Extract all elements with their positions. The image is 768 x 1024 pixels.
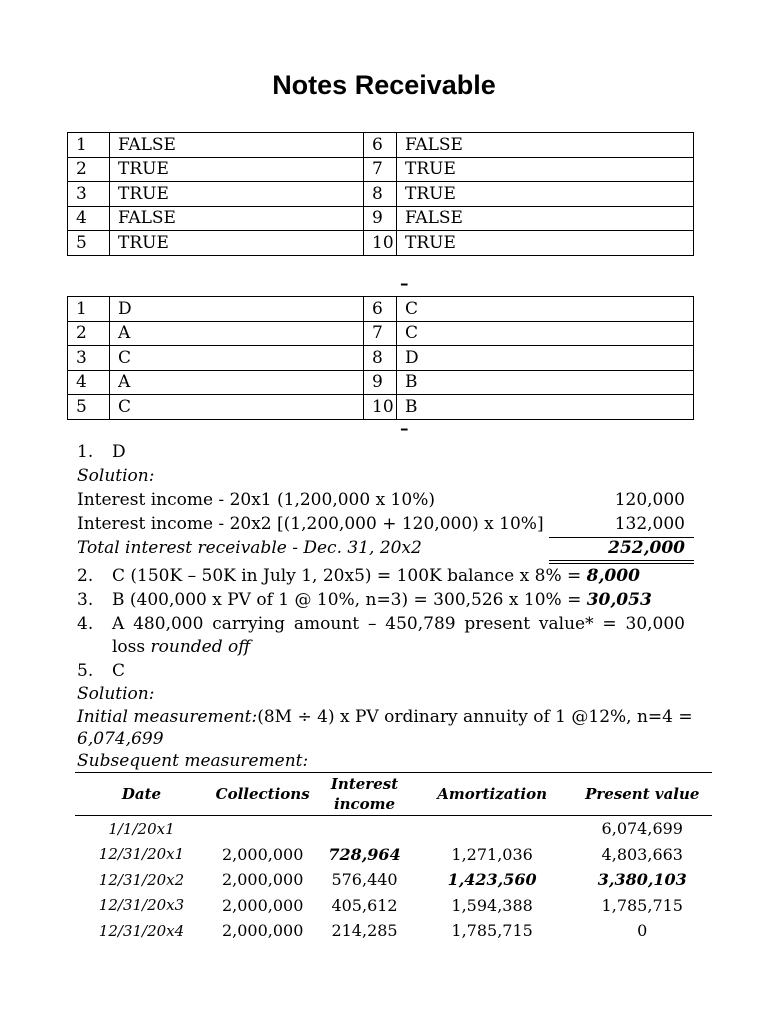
table-row bbox=[68, 231, 694, 256]
total-label: Total interest receivable - Dec. 31, 20x2 bbox=[77, 538, 422, 558]
row-interest: 214,285 bbox=[331, 921, 398, 941]
initial-measurement-line bbox=[77, 707, 693, 727]
total-double-rule-top bbox=[549, 560, 694, 561]
item-answer: B bbox=[397, 395, 694, 420]
amortization-schedule bbox=[75, 772, 712, 944]
table-row bbox=[68, 157, 694, 182]
problem-answer: D bbox=[112, 442, 126, 462]
row-collections: 2,000,000 bbox=[221, 844, 304, 864]
problem-text-body: C (150K – 50K in July 1, 20x5) = 100K balance x 8% = bbox=[112, 566, 587, 586]
item-answer: TRUE bbox=[110, 231, 364, 256]
total-amount: 252,000 bbox=[608, 538, 685, 558]
item-number: 8 bbox=[364, 346, 397, 371]
table-row bbox=[75, 867, 712, 893]
computation-amount: 132,000 bbox=[614, 514, 685, 534]
item-answer: D bbox=[110, 297, 364, 322]
row-interest bbox=[317, 816, 411, 842]
row-amortization: 1,271,036 bbox=[451, 844, 533, 864]
column-header-amortization: Amortization bbox=[412, 773, 573, 816]
item-number: 10 bbox=[364, 395, 397, 420]
problem-note: rounded off bbox=[150, 637, 251, 657]
item-answer: C bbox=[110, 346, 364, 371]
row-amortization: 1,423,560 bbox=[447, 870, 537, 890]
solution-label: Solution: bbox=[77, 684, 155, 704]
initial-measurement-label: Initial measurement: bbox=[77, 707, 258, 727]
item-answer: TRUE bbox=[397, 157, 694, 182]
row-collections: 2,000,000 bbox=[221, 895, 304, 915]
page-title: Notes Receivable bbox=[272, 70, 496, 100]
row-date: 12/31/20x4 bbox=[98, 921, 185, 940]
item-number: 6 bbox=[364, 133, 397, 158]
problem-number: 5. bbox=[77, 661, 94, 681]
row-present-value: 6,074,699 bbox=[601, 819, 683, 839]
problem-answer: C bbox=[112, 661, 126, 681]
computation-amount: 120,000 bbox=[614, 490, 685, 510]
true-false-answer-table bbox=[67, 132, 694, 256]
item-number: 7 bbox=[364, 321, 397, 346]
problem-number: 4. bbox=[77, 614, 94, 634]
multiple-choice-answer-table bbox=[67, 296, 694, 420]
row-date: 12/31/20x2 bbox=[98, 870, 185, 889]
item-answer: FALSE bbox=[110, 206, 364, 231]
item-number: 2 bbox=[68, 321, 110, 346]
row-date: 1/1/20x1 bbox=[108, 819, 175, 838]
table-row bbox=[68, 206, 694, 231]
item-number: 3 bbox=[68, 346, 110, 371]
problem-result: 30,053 bbox=[586, 590, 652, 610]
item-answer: TRUE bbox=[397, 231, 694, 256]
row-present-value: 3,380,103 bbox=[597, 870, 687, 890]
item-answer: B bbox=[397, 370, 694, 395]
problem-text: A 480,000 carrying amount – 450,789 present value* = 30,000 bbox=[112, 614, 685, 634]
row-collections: 2,000,000 bbox=[221, 921, 304, 941]
column-header-date: Date bbox=[75, 773, 208, 816]
item-number: 9 bbox=[364, 370, 397, 395]
column-header-interest-income: Interest income bbox=[317, 773, 411, 816]
table-row bbox=[68, 182, 694, 207]
row-date: 12/31/20x3 bbox=[98, 896, 185, 915]
row-interest: 576,440 bbox=[331, 870, 398, 890]
item-answer: C bbox=[110, 395, 364, 420]
table-row bbox=[75, 842, 712, 868]
item-answer: FALSE bbox=[110, 133, 364, 158]
item-answer: TRUE bbox=[397, 182, 694, 207]
row-interest: 405,612 bbox=[331, 895, 398, 915]
item-number: 5 bbox=[68, 395, 110, 420]
problem-number: 2. bbox=[77, 566, 94, 586]
table-row bbox=[68, 297, 694, 322]
item-answer: A bbox=[110, 370, 364, 395]
table-row bbox=[75, 918, 712, 944]
item-number: 1 bbox=[68, 297, 110, 322]
solution-label: Solution: bbox=[77, 466, 155, 486]
section-separator: – bbox=[400, 274, 409, 294]
item-number: 4 bbox=[68, 370, 110, 395]
row-collections bbox=[208, 816, 317, 842]
problem-number: 3. bbox=[77, 590, 94, 610]
item-answer: D bbox=[397, 346, 694, 371]
item-answer: TRUE bbox=[110, 182, 364, 207]
row-amortization: 1,594,388 bbox=[451, 895, 533, 915]
table-row bbox=[75, 893, 712, 919]
computation-label: Interest income - 20x2 [(1,200,000 + 120,000) x 10%] bbox=[77, 514, 544, 534]
item-answer: C bbox=[397, 321, 694, 346]
row-amortization: 1,785,715 bbox=[451, 921, 533, 941]
item-number: 10 bbox=[364, 231, 397, 256]
problem-text-body: B (400,000 x PV of 1 @ 10%, n=3) = 300,526 x 10% = bbox=[112, 590, 587, 610]
item-answer: TRUE bbox=[110, 157, 364, 182]
item-answer: FALSE bbox=[397, 206, 694, 231]
section-separator: – bbox=[400, 419, 409, 439]
problem-text-continued bbox=[112, 637, 250, 657]
table-row bbox=[68, 370, 694, 395]
problem-number: 1. bbox=[77, 442, 94, 462]
row-collections: 2,000,000 bbox=[221, 870, 304, 890]
item-number: 7 bbox=[364, 157, 397, 182]
table-row bbox=[68, 133, 694, 158]
problem-text bbox=[112, 590, 652, 610]
item-answer: FALSE bbox=[397, 133, 694, 158]
item-number: 5 bbox=[68, 231, 110, 256]
computation-label: Interest income - 20x1 (1,200,000 x 10%) bbox=[77, 490, 435, 510]
item-number: 9 bbox=[364, 206, 397, 231]
table-row bbox=[75, 816, 712, 842]
item-number: 6 bbox=[364, 297, 397, 322]
item-answer: C bbox=[397, 297, 694, 322]
table-row bbox=[68, 395, 694, 420]
row-amortization bbox=[412, 816, 573, 842]
column-header-present-value: Present value bbox=[573, 773, 712, 816]
table-row bbox=[68, 321, 694, 346]
row-date: 12/31/20x1 bbox=[98, 845, 185, 864]
subsequent-measurement-label: Subsequent measurement: bbox=[77, 751, 309, 771]
item-number: 1 bbox=[68, 133, 110, 158]
initial-measurement-result: 6,074,699 bbox=[77, 729, 164, 749]
problem-text bbox=[112, 566, 640, 586]
row-present-value: 0 bbox=[637, 921, 648, 941]
item-number: 3 bbox=[68, 182, 110, 207]
problem-text-body: loss bbox=[112, 637, 151, 657]
row-interest: 728,964 bbox=[328, 844, 401, 864]
problem-result: 8,000 bbox=[586, 566, 640, 586]
table-row bbox=[68, 346, 694, 371]
item-number: 8 bbox=[364, 182, 397, 207]
row-present-value: 4,803,663 bbox=[601, 844, 683, 864]
total-double-rule-bottom bbox=[549, 563, 694, 564]
row-present-value: 1,785,715 bbox=[601, 895, 683, 915]
item-number: 2 bbox=[68, 157, 110, 182]
item-answer: A bbox=[110, 321, 364, 346]
column-header-collections: Collections bbox=[208, 773, 317, 816]
initial-measurement-text: (8M ÷ 4) x PV ordinary annuity of 1 @12%, n=4 = bbox=[257, 707, 693, 727]
schedule-header-row bbox=[75, 773, 712, 816]
item-number: 4 bbox=[68, 206, 110, 231]
